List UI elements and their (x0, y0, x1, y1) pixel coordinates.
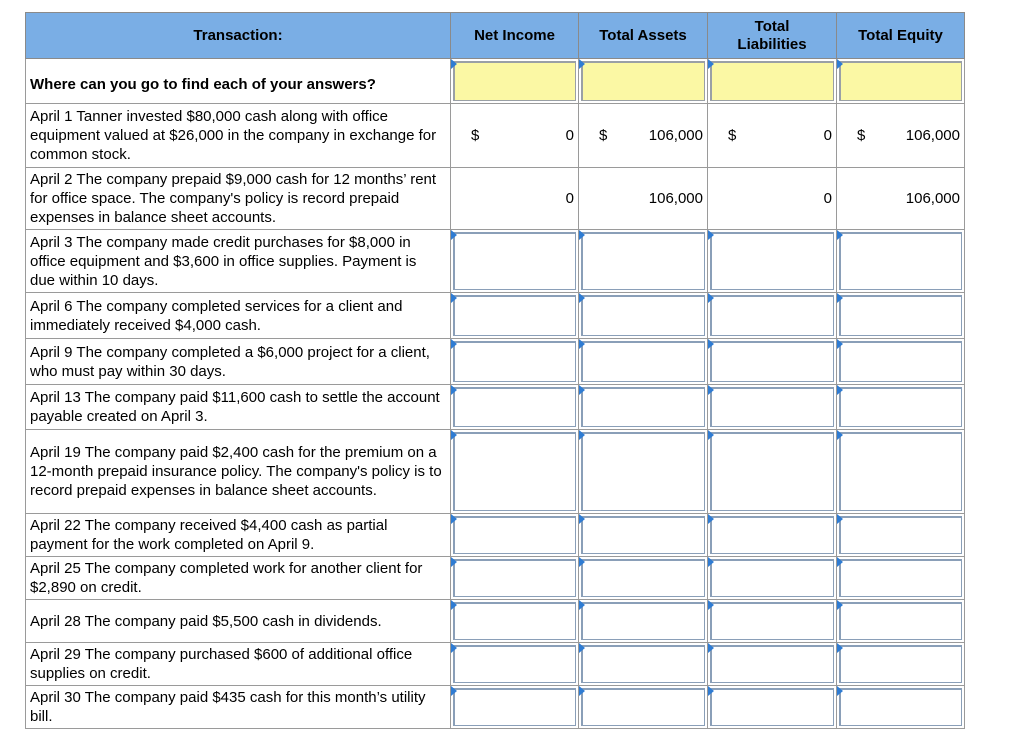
net-income-cell (451, 686, 579, 729)
dropdown-arrow-icon (451, 385, 457, 395)
transaction-description: April 25 The company completed work for another client for $2,890 on credit. (26, 557, 451, 600)
total-assets-value (579, 168, 708, 230)
net-income-input[interactable] (453, 516, 576, 554)
total-equity-input[interactable] (839, 688, 962, 726)
header-total-equity: Total Equity (837, 13, 965, 59)
total-assets-cell (579, 557, 708, 600)
net-income-cell (451, 557, 579, 600)
dropdown-arrow-icon (708, 514, 714, 524)
table-row (26, 104, 965, 168)
total-liabilities-input[interactable] (710, 341, 834, 382)
value-text: 106,000 (648, 190, 703, 207)
total-liabilities-cell (708, 339, 837, 385)
total-liabilities-input[interactable] (710, 602, 834, 640)
table-row (26, 430, 965, 514)
transaction-description: April 3 The company made credit purchases for $8,000 in office equipment and $3,600 in office supplies. Payment is due within 10 days. (26, 230, 451, 293)
table-row (26, 686, 965, 729)
total-equity-cell (837, 557, 965, 600)
dropdown-arrow-icon (708, 59, 714, 69)
table-row (26, 168, 965, 230)
net-income-cell (451, 385, 579, 430)
dropdown-arrow-icon (451, 514, 457, 524)
dropdown-arrow-icon (451, 430, 457, 440)
total-liabilities-cell (708, 643, 837, 686)
total-liabilities-value (708, 104, 837, 168)
total-equity-cell (837, 643, 965, 686)
total-liabilities-cell (708, 230, 837, 293)
total-equity-input[interactable] (839, 387, 962, 427)
total-assets-input[interactable] (581, 341, 705, 382)
dropdown-arrow-icon (708, 293, 714, 303)
total-assets-input[interactable] (581, 232, 705, 290)
dropdown-arrow-icon (837, 643, 843, 653)
total-equity-value (837, 168, 965, 230)
dropdown-arrow-icon (579, 59, 585, 69)
total-equity-input[interactable] (839, 432, 962, 511)
net-income-input[interactable] (453, 688, 576, 726)
table-row (26, 514, 965, 557)
net-income-cell (451, 600, 579, 643)
total-equity-cell (837, 339, 965, 385)
net-income-cell (451, 293, 579, 339)
total-equity-input[interactable] (839, 516, 962, 554)
total-equity-cell (837, 686, 965, 729)
dropdown-arrow-icon (837, 514, 843, 524)
total-assets-input[interactable] (581, 295, 705, 336)
total-equity-cell (837, 514, 965, 557)
transaction-description: April 2 The company prepaid $9,000 cash for 12 months’ rent for office space. The company's policy is record prepaid expenses in balance sheet accounts. (26, 168, 451, 230)
net-income-input[interactable] (453, 295, 576, 336)
value-text: 106,000 (648, 127, 703, 144)
header-transaction: Transaction: (26, 13, 451, 59)
total-liabilities-input[interactable] (710, 645, 834, 683)
total-liabilities-input[interactable] (710, 516, 834, 554)
total-equity-input[interactable] (839, 645, 962, 683)
total-assets-cell (579, 339, 708, 385)
total-assets-cell (579, 643, 708, 686)
currency-symbol: $ (471, 127, 480, 144)
transaction-description: April 6 The company completed services for a client and immediately received $4,000 cash. (26, 293, 451, 339)
total-liabilities-input[interactable] (710, 295, 834, 336)
question-row (26, 59, 965, 104)
total-liabilities-cell (708, 293, 837, 339)
total-assets-cell (579, 230, 708, 293)
transaction-analysis-sheet (25, 12, 965, 729)
dropdown-arrow-icon (579, 430, 585, 440)
header-row (26, 13, 965, 59)
total-assets-input[interactable] (581, 387, 705, 427)
dropdown-arrow-icon (579, 514, 585, 524)
total-equity-cell (837, 293, 965, 339)
total-liabilities-input[interactable] (710, 432, 834, 511)
dropdown-arrow-icon (708, 430, 714, 440)
transaction-table (25, 12, 965, 729)
dropdown-arrow-icon (451, 600, 457, 610)
dropdown-arrow-icon (579, 339, 585, 349)
dropdown-arrow-icon (708, 686, 714, 696)
total-equity-cell (837, 430, 965, 514)
dropdown-arrow-icon (837, 339, 843, 349)
currency-symbol: $ (728, 127, 737, 144)
dropdown-arrow-icon (708, 643, 714, 653)
answer-total-liabilities (708, 59, 837, 104)
answer-total-assets-input[interactable] (581, 61, 705, 101)
total-liabilities-input[interactable] (710, 387, 834, 427)
transaction-description: April 22 The company received $4,400 cash as partial payment for the work completed on April 9. (26, 514, 451, 557)
net-income-input[interactable] (453, 232, 576, 290)
net-income-input[interactable] (453, 559, 576, 597)
table-row (26, 339, 965, 385)
total-liabilities-cell (708, 686, 837, 729)
total-equity-input[interactable] (839, 559, 962, 597)
net-income-value (451, 104, 579, 168)
total-liabilities-cell (708, 385, 837, 430)
dropdown-arrow-icon (451, 686, 457, 696)
answer-net-income (451, 59, 579, 104)
net-income-cell (451, 230, 579, 293)
table-row (26, 293, 965, 339)
value-text: 0 (565, 190, 574, 207)
answer-total-liabilities-input[interactable] (710, 61, 834, 101)
total-liabilities-input[interactable] (710, 688, 834, 726)
dropdown-arrow-icon (451, 293, 457, 303)
total-assets-input[interactable] (581, 645, 705, 683)
value-text: 106,000 (905, 127, 960, 144)
dropdown-arrow-icon (837, 686, 843, 696)
total-liabilities-value (708, 168, 837, 230)
total-equity-input[interactable] (839, 341, 962, 382)
dropdown-arrow-icon (579, 385, 585, 395)
currency-symbol: $ (857, 127, 866, 144)
total-assets-input[interactable] (581, 432, 705, 511)
net-income-cell (451, 430, 579, 514)
dropdown-arrow-icon (708, 230, 714, 240)
dropdown-arrow-icon (837, 293, 843, 303)
dropdown-arrow-icon (708, 600, 714, 610)
value-text: 106,000 (905, 190, 960, 207)
currency-symbol: $ (599, 127, 608, 144)
dropdown-arrow-icon (837, 557, 843, 567)
table-row (26, 230, 965, 293)
question-text: Where can you go to find each of your answers? (26, 59, 451, 104)
total-liabilities-input[interactable] (710, 559, 834, 597)
dropdown-arrow-icon (579, 643, 585, 653)
dropdown-arrow-icon (837, 59, 843, 69)
net-income-input[interactable] (453, 387, 576, 427)
total-assets-input[interactable] (581, 688, 705, 726)
value-text: 0 (823, 190, 832, 207)
net-income-input[interactable] (453, 602, 576, 640)
total-assets-cell (579, 293, 708, 339)
net-income-cell (451, 339, 579, 385)
table-row (26, 385, 965, 430)
transaction-description: April 19 The company paid $2,400 cash for the premium on a 12-month prepaid insurance policy. The company's policy is to record prepaid expenses in balance sheet accounts. (26, 430, 451, 514)
dropdown-arrow-icon (708, 339, 714, 349)
transaction-description: April 29 The company purchased $600 of additional office supplies on credit. (26, 643, 451, 686)
total-equity-value (837, 104, 965, 168)
header-total-liabilities: Total Liabilities (708, 13, 837, 59)
total-liabilities-cell (708, 600, 837, 643)
total-assets-value (579, 104, 708, 168)
total-equity-cell (837, 385, 965, 430)
transaction-description: April 9 The company completed a $6,000 project for a client, who must pay within 30 days. (26, 339, 451, 385)
net-income-cell (451, 514, 579, 557)
net-income-input[interactable] (453, 341, 576, 382)
header-net-income: Net Income (451, 13, 579, 59)
total-liabilities-cell (708, 514, 837, 557)
total-equity-input[interactable] (839, 232, 962, 290)
total-assets-cell (579, 430, 708, 514)
transaction-description: April 30 The company paid $435 cash for this month’s utility bill. (26, 686, 451, 729)
dropdown-arrow-icon (579, 600, 585, 610)
dropdown-arrow-icon (708, 385, 714, 395)
net-income-input[interactable] (453, 432, 576, 511)
transaction-description: April 1 Tanner invested $80,000 cash along with office equipment valued at $26,000 in the company in exchange for common stock. (26, 104, 451, 168)
answer-net-income-input[interactable] (453, 61, 576, 101)
dropdown-arrow-icon (451, 339, 457, 349)
table-row (26, 643, 965, 686)
answer-total-assets (579, 59, 708, 104)
answer-total-equity (837, 59, 965, 104)
net-income-input[interactable] (453, 645, 576, 683)
table-row (26, 557, 965, 600)
dropdown-arrow-icon (579, 686, 585, 696)
table-row (26, 600, 965, 643)
total-equity-cell (837, 230, 965, 293)
dropdown-arrow-icon (837, 430, 843, 440)
total-assets-input[interactable] (581, 559, 705, 597)
transaction-description: April 28 The company paid $5,500 cash in dividends. (26, 600, 451, 643)
total-equity-input[interactable] (839, 295, 962, 336)
total-assets-cell (579, 385, 708, 430)
total-liabilities-cell (708, 557, 837, 600)
dropdown-arrow-icon (837, 600, 843, 610)
dropdown-arrow-icon (451, 557, 457, 567)
net-income-cell (451, 643, 579, 686)
dropdown-arrow-icon (708, 557, 714, 567)
dropdown-arrow-icon (579, 293, 585, 303)
total-assets-cell (579, 600, 708, 643)
total-assets-cell (579, 514, 708, 557)
dropdown-arrow-icon (837, 385, 843, 395)
header-total-assets: Total Assets (579, 13, 708, 59)
answer-total-equity-input[interactable] (839, 61, 962, 101)
total-liabilities-input[interactable] (710, 232, 834, 290)
dropdown-arrow-icon (579, 557, 585, 567)
dropdown-arrow-icon (579, 230, 585, 240)
value-text: 0 (565, 127, 574, 144)
value-text: 0 (823, 127, 832, 144)
total-assets-input[interactable] (581, 516, 705, 554)
total-equity-cell (837, 600, 965, 643)
dropdown-arrow-icon (451, 59, 457, 69)
transaction-description: April 13 The company paid $11,600 cash to settle the account payable created on April 3. (26, 385, 451, 430)
net-income-value (451, 168, 579, 230)
dropdown-arrow-icon (451, 230, 457, 240)
total-assets-cell (579, 686, 708, 729)
dropdown-arrow-icon (837, 230, 843, 240)
total-assets-input[interactable] (581, 602, 705, 640)
dropdown-arrow-icon (451, 643, 457, 653)
total-liabilities-cell (708, 430, 837, 514)
total-equity-input[interactable] (839, 602, 962, 640)
